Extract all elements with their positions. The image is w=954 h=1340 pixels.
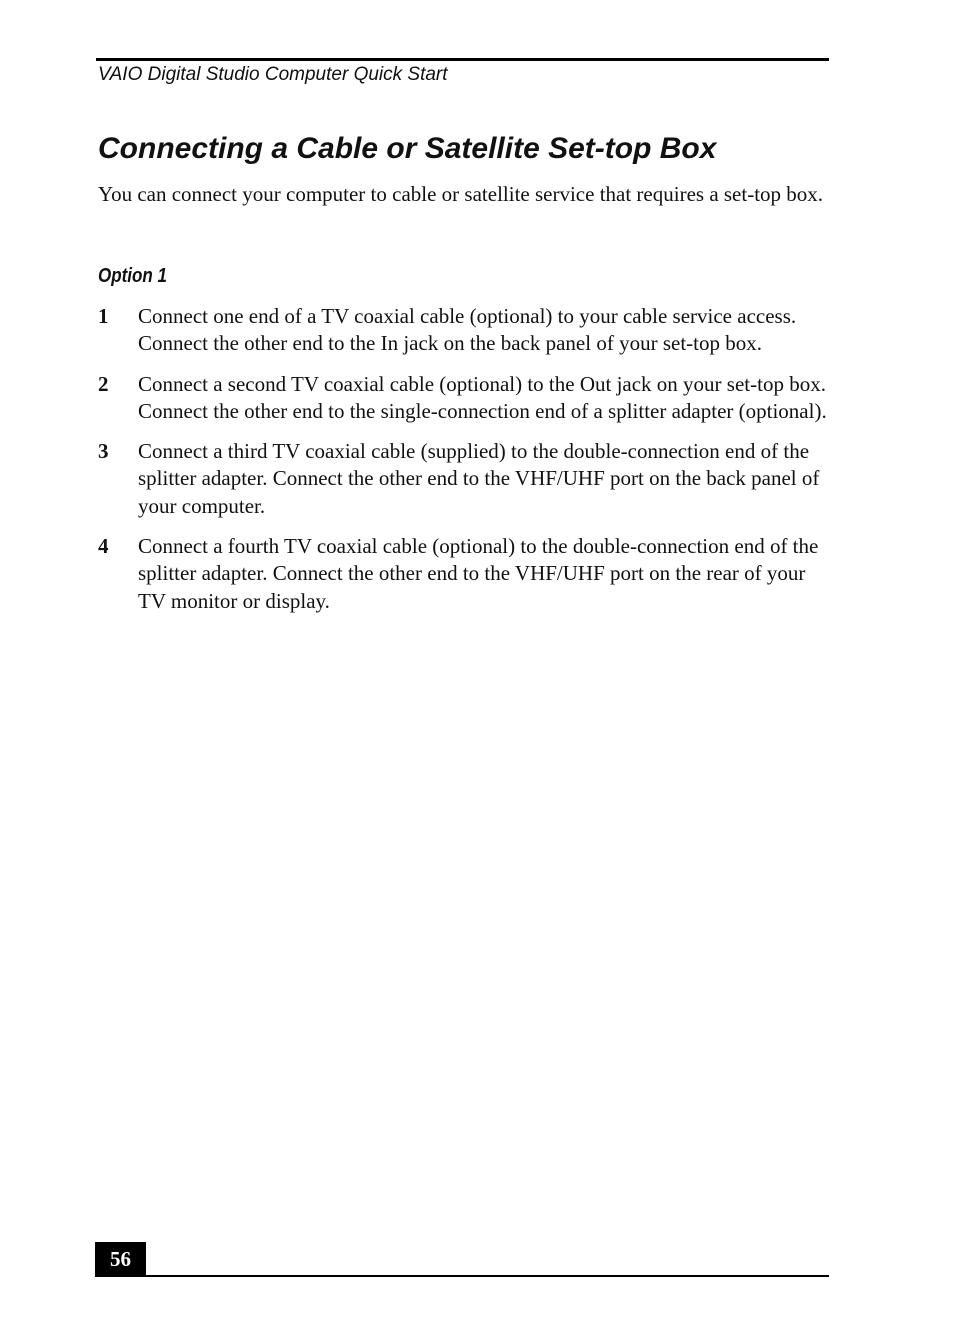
footer-rule — [95, 1275, 829, 1277]
step-text: Connect a second TV coaxial cable (optional) to the Out jack on your set-top box. Connect the other end to the single-connection end of a splitter adapter (optional). — [138, 371, 827, 423]
step-item — [98, 371, 833, 426]
steps-list — [98, 303, 833, 628]
header-rule — [96, 58, 829, 61]
option-subheading: Option 1 — [98, 265, 167, 287]
step-item — [98, 533, 833, 615]
page-title: Connecting a Cable or Satellite Set-top Box — [98, 132, 717, 165]
step-text: Connect a fourth TV coaxial cable (optional) to the double-connection end of the splitter adapter. Connect the other end to the VHF/UHF port on the rear of your TV monitor or display. — [138, 534, 819, 613]
step-number: 1 — [98, 304, 109, 328]
step-text: Connect a third TV coaxial cable (supplied) to the double-connection end of the splitter adapter. Connect the other end to the VHF/UHF port on the back panel of your computer. — [138, 439, 820, 518]
step-item — [98, 303, 833, 358]
step-item — [98, 438, 833, 520]
step-number: 3 — [98, 439, 109, 464]
page-number: 56 — [95, 1242, 146, 1276]
running-header: VAIO Digital Studio Computer Quick Start — [98, 64, 448, 85]
step-text: Connect one end of a TV coaxial cable (optional) to your cable service access. Connect the other end to the In jack on the back panel of your set-top box. — [138, 304, 797, 356]
step-number: 2 — [98, 371, 109, 396]
step-number: 4 — [98, 534, 109, 559]
intro-paragraph: You can connect your computer to cable or satellite service that requires a set-top box. — [98, 182, 824, 206]
